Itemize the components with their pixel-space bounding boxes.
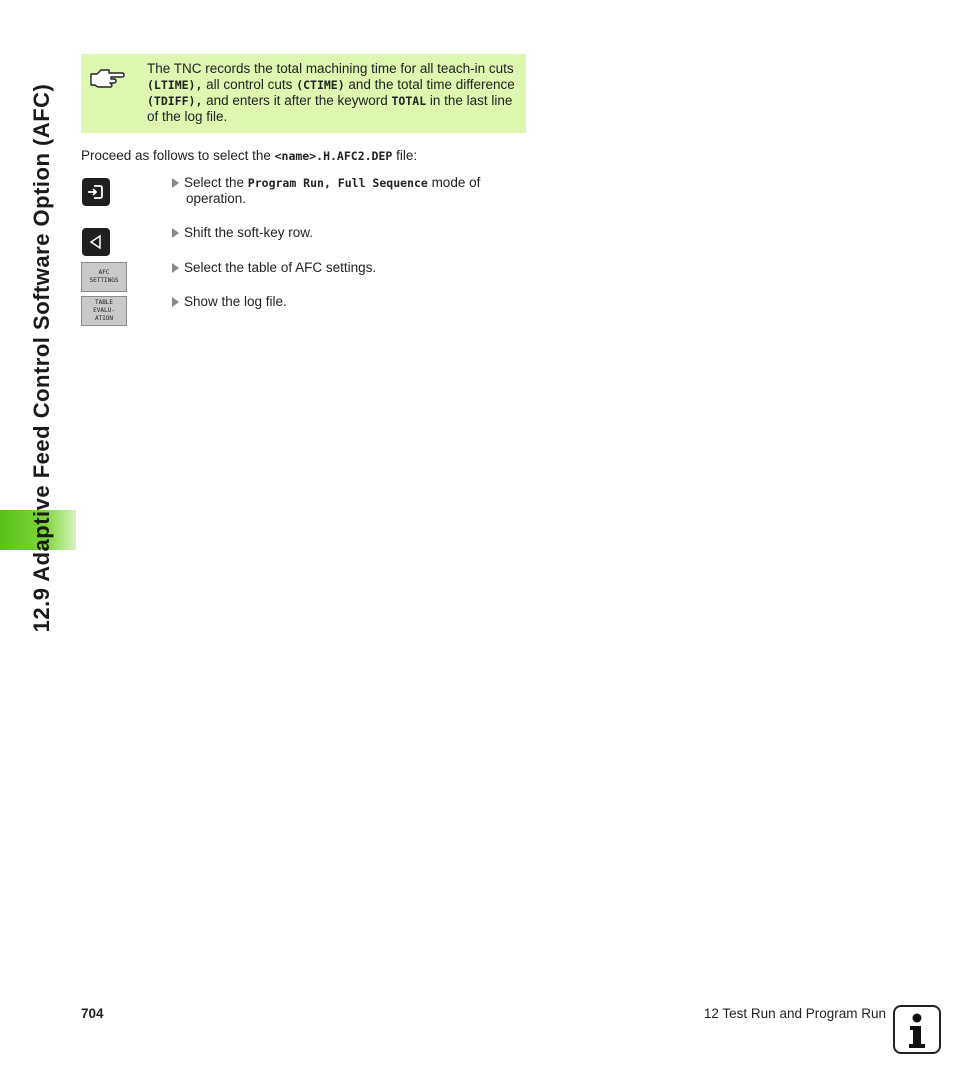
table-evaluation-softkey[interactable]: TABLE EVALU- ATION [81, 296, 127, 326]
shift-softkey-row-key-icon[interactable] [82, 228, 110, 256]
program-run-key-icon[interactable] [82, 178, 110, 206]
bullet-arrow-icon [172, 263, 179, 273]
note-box [81, 54, 526, 133]
intro-paragraph: Proceed as follows to select the <name>.H.AFC2.DEP file: [81, 148, 418, 163]
pointing-hand-icon [89, 64, 125, 93]
bullet-arrow-icon [172, 228, 179, 238]
note-text: The TNC records the total machining time for all teach-in cuts (LTIME), all control cuts (CTIME) and the total time difference (TDIFF), and enters it after the keyword TOTAL in the last line of the log file. [147, 61, 515, 124]
page-number: 704 [81, 1006, 104, 1021]
afc-settings-softkey[interactable]: AFC SETTINGS [81, 262, 127, 292]
step-4: Show the log file. [172, 294, 512, 310]
bullet-arrow-icon [172, 178, 179, 188]
step-2: Shift the soft-key row. [172, 225, 512, 241]
step-1: Select the Program Run, Full Sequence mode of operation. [172, 175, 512, 207]
chapter-footer: 12 Test Run and Program Run [703, 1006, 886, 1021]
bullet-arrow-icon [172, 297, 179, 307]
chapter-side-title: 12.9 Adaptive Feed Control Software Option (AFC) [29, 83, 54, 633]
info-icon [893, 1005, 941, 1054]
step-3: Select the table of AFC settings. [172, 260, 512, 276]
